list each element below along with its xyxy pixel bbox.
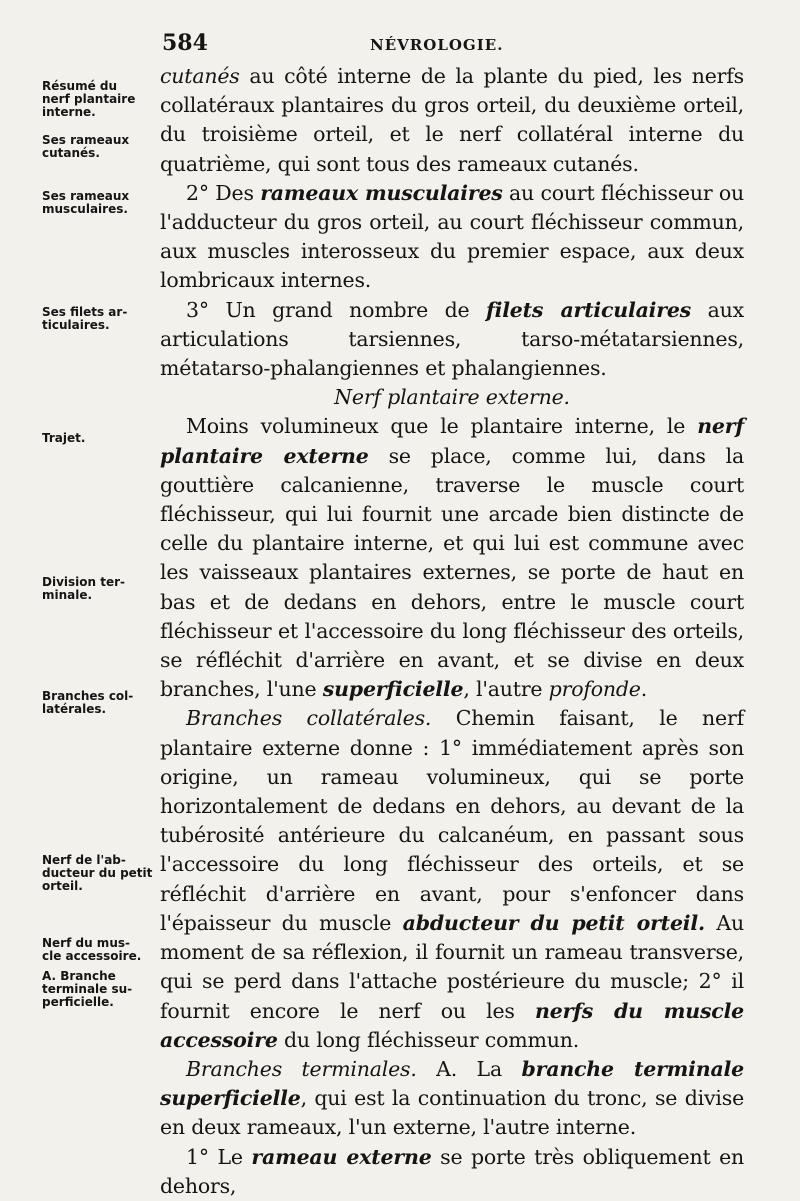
main-text <box>160 62 744 1201</box>
margin-note: Ses filets ar- ticulaires. <box>42 305 128 332</box>
margin-note: Nerf du mus- cle accessoire. <box>42 936 142 963</box>
paragraph: Moins volumineux que le plantaire interne, le nerf plantaire externe se place, comme lui, dans la gouttière calcanienne, traverse le muscle court fléchisseur, qui lui fournit une arcade bien distincte de celle du plantaire interne, et qui lui est commune avec les vaisseaux plantaires externes, se porte de haut en bas et de dedans en dehors, entre le muscle court fléchisseur et l'accessoire du long fléchisseur des orteils, se réfléchit d'arrière en avant, et se divise en deux branches, l'une superficielle, l'autre profonde. <box>160 414 744 702</box>
margin-note: Branches col- latérales. <box>42 689 134 716</box>
paragraph: 3° Un grand nombre de filets articulaires aux articulations tarsiennes, tarso-métatarsiennes, métatarso-phalangiennes et phalangiennes. <box>160 297 744 381</box>
paragraph: cutanés au côté interne de la plante du pied, les nerfs collatéraux plantaires du gros orteil, du deuxième orteil, du troisième orteil, et le nerf collatéral interne du quatrième, qui sont tous des rameaux cutanés. <box>160 64 744 176</box>
running-title: NÉVROLOGIE. <box>370 36 504 54</box>
paragraph: 2° Des rameaux musculaires au court fléchisseur ou l'adducteur du gros orteil, au court fléchisseur commun, aux muscles interosseux du premier espace, aux deux lombricaux internes. <box>160 180 744 293</box>
paragraph: Branches terminales. A. La branche terminale superficielle, qui est la continuation du tronc, se divise en deux rameaux, l'un externe, l'autre interne. <box>160 1056 744 1140</box>
margin-note: Nerf de l'ab- ducteur du petit orteil. <box>42 853 153 893</box>
page-number: 584 <box>162 30 208 56</box>
margin-note: Trajet. <box>42 431 86 445</box>
margin-note: Division ter- minale. <box>42 575 126 602</box>
paragraph: 1° Le rameau externe se porte très obliquement en dehors, <box>160 1144 745 1198</box>
paragraph: Branches collatérales. Chemin faisant, le nerf plantaire externe donne : 1° immédiatement après son origine, un rameau volumineux, qui se porte horizontalement de dedans en dehors, au devant de la tubérosité antérieure du calcanéum, en passant sous l'accessoire du long fléchisseur des orteils, et se réfléchit d'arrière en avant, pour s'enfoncer dans l'épaisseur du muscle abducteur du petit orteil. Au moment de sa réflexion, il fournit un rameau transverse, qui se perd dans l'attache postérieure du muscle; 2° il fournit encore le nerf ou les nerfs du muscle accessoire du long fléchisseur commun. <box>160 706 744 1052</box>
margin-note: Ses rameaux musculaires. <box>42 189 130 216</box>
margin-note: Ses rameaux cutanés. <box>42 133 130 160</box>
margin-note: A. Branche terminale su- perficielle. <box>42 969 133 1009</box>
section-heading: Nerf plantaire externe. <box>334 385 570 410</box>
margin-note: Résumé du nerf plantaire interne. <box>42 79 136 119</box>
